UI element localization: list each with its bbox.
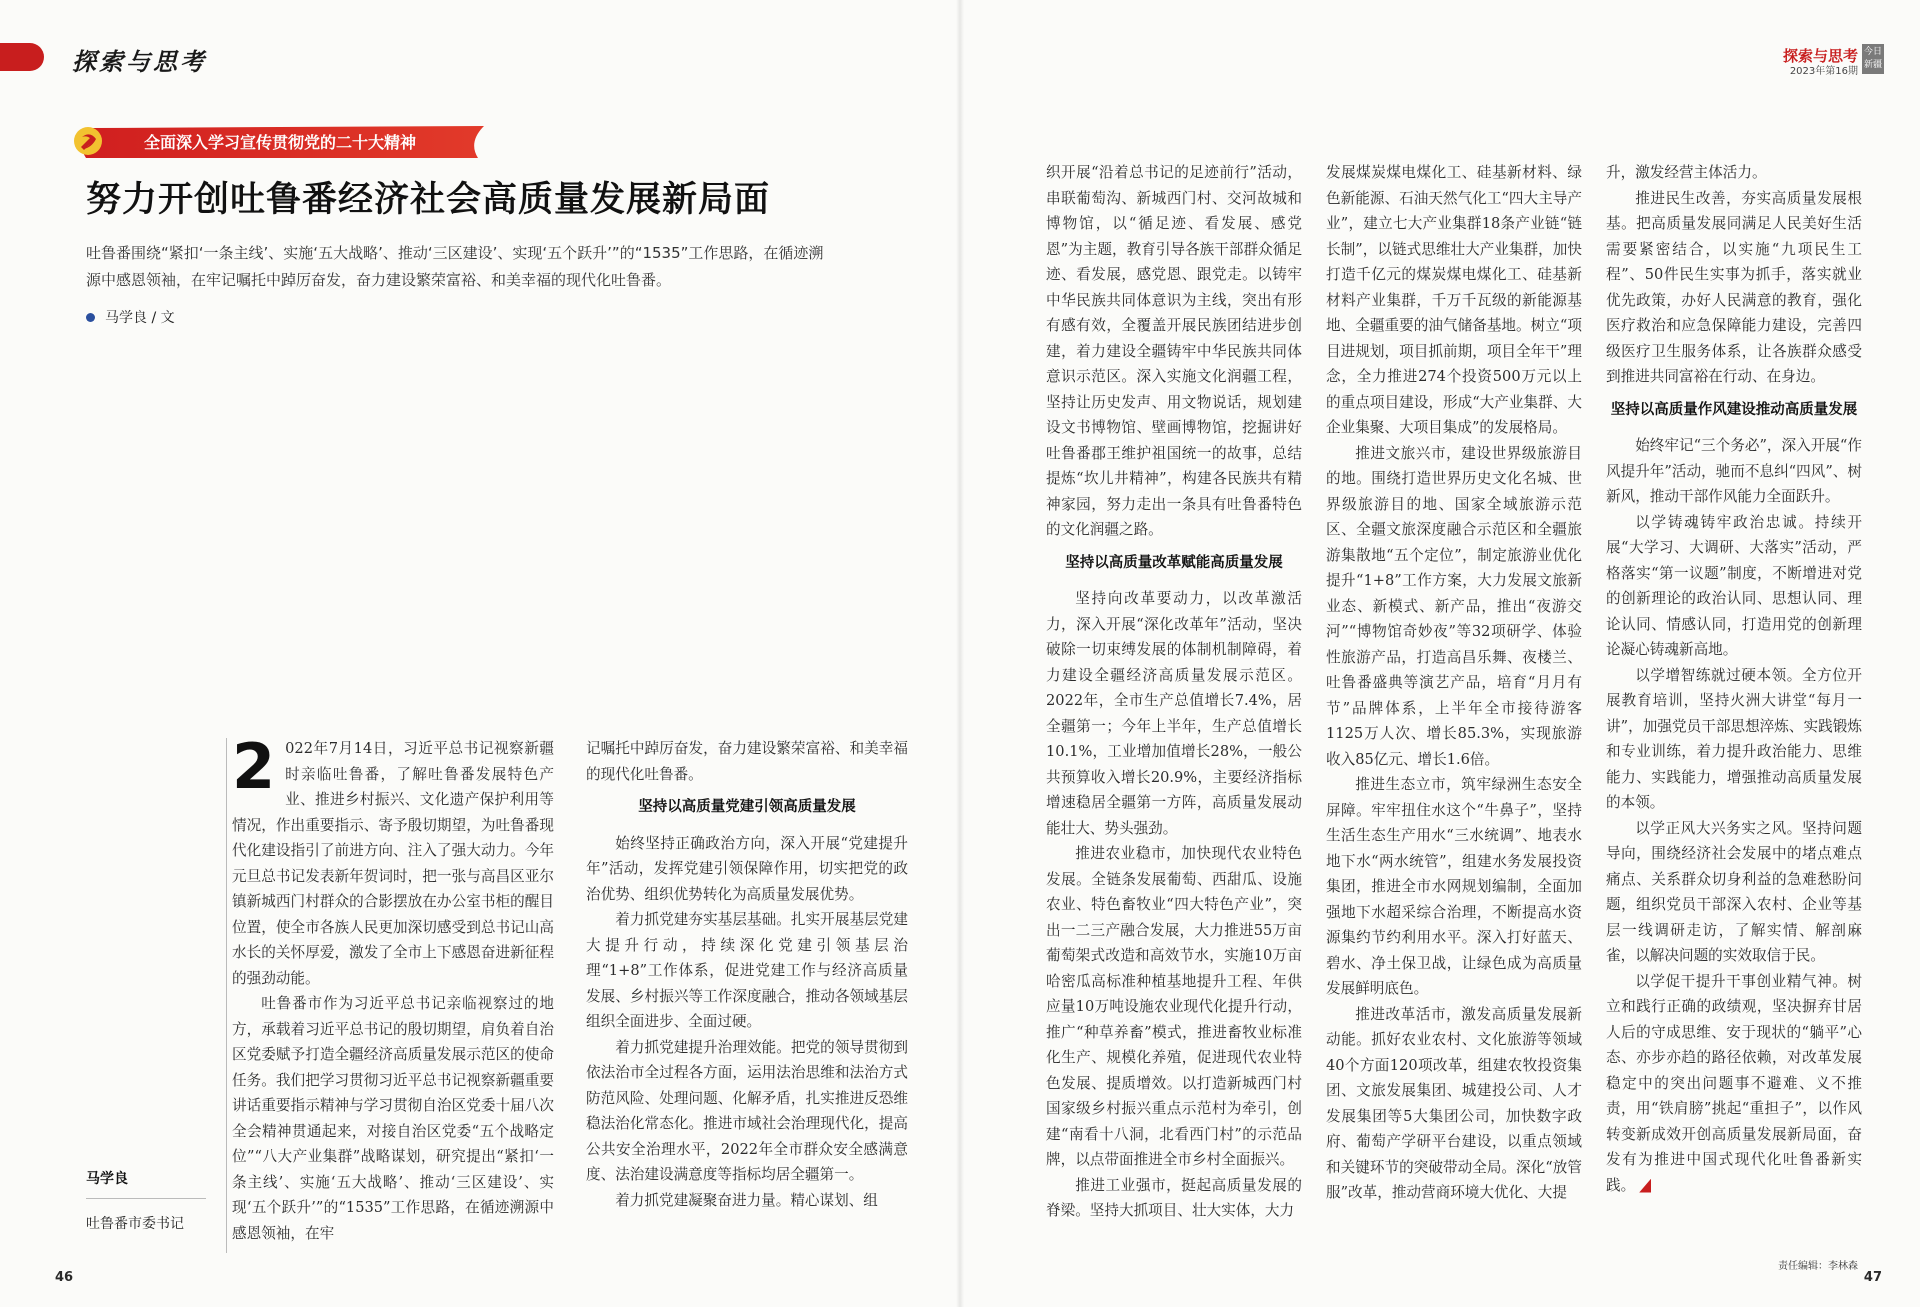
paragraph: 推进民生改善，夯实高质量发展根基。把高质量发展同满足人民美好生活需要紧密结合，以实施“九项民生工程”、50件民生实事为抓手，落实就业优先政策，办好人民满意的教育，强化医疗救治和应急保障能力建设，完善四级医疗卫生服务体系，让各族群众感受到推进共同富裕在行动、在身边。 — [1606, 189, 1862, 385]
paragraph: 以学铸魂铸牢政治忠诚。持续开展“大学习、大调研、大落实”活动，严格落实“第一议题”制度，不断增进对党的创新理论的政治认同、思想认同、理论认同、情感认同，打造用党的创新理论凝心铸魂新高地。 — [1606, 513, 1862, 658]
column-divider — [226, 738, 227, 1253]
paragraph: 2 022年7月14日，习近平总书记视察新疆时亲临吐鲁番，了解吐鲁番发展特色产业、推进乡村振兴、文化遗产保护利用等情况，作出重要指示、寄予殷切期望，为吐鲁番现代化建设指引了前进方向、注入了强大动力。今年元旦总书记发表新年贺词时，把一张与高昌区亚尔镇新城西门村群众的合影摆放在办公室书柜的醒目位置，使全市各族人民更加深切感受到总书记山高水长的关怀厚爱，激发了全市上下感恩奋进新征程的强劲动能。 — [232, 730, 554, 987]
body-column-3 — [1046, 160, 1302, 1224]
byline — [86, 307, 175, 327]
paragraph: 始终牢记“三个务必”，深入开展“作风提升年”活动，驰而不息纠“四风”、树新风，推动干部作风能力全面跃升。 — [1606, 437, 1862, 505]
magazine-badge: 今日新疆 — [1862, 44, 1884, 74]
page-gutter — [956, 0, 964, 1307]
paragraph: 着力抓党建凝聚奋进力量。精心谋划、组 — [615, 1191, 878, 1209]
header-red-tab — [0, 43, 44, 71]
section-heading: 坚持以高质量改革赋能高质量发展 — [1065, 554, 1283, 571]
body-column-4 — [1326, 160, 1582, 1206]
dropcap: 2 — [232, 730, 276, 803]
body-column-2 — [586, 736, 908, 1213]
theme-banner — [72, 125, 492, 159]
paragraph: 坚持向改革要动力，以改革激活力，深入开展“深化改革年”活动，坚决破除一切束缚发展的体制机制障碍，着力建设全疆经济高质量发展示范区。2022年，全市生产总值增长7.4%，居全疆第一；今年上半年，生产总值增长10.1%，工业增加值增长28%，一般公共预算收入增长20.9%，主要经济指标增速稳居全疆第一方阵，高质量发展动能壮大、势头强劲。 — [1046, 590, 1302, 837]
paragraph: 推进农业稳市，加快现代农业特色发展。全链条发展葡萄、西甜瓜、设施农业、特色畜牧业“四大特色产业”，突出一二三产融合发展，大力推进55万亩葡萄架式改造和高效节水，实施10万亩哈密瓜高标准种植基地提升工程、年供应量10万吨设施农业现代化提升行动，推广“种草养畜”模式，推进畜牧业标准化生产、规模化养殖，促进现代农业特色发展、提质增效。以打造新城西门村国家级乡村振兴重点示范村为牵引，创建“南看十八洞，北看西门村”的示范品牌，以点带面推进全市乡村全面振兴。 — [1046, 845, 1302, 1168]
page-number-left: 46 — [55, 1270, 74, 1285]
author-role: 吐鲁番市委书记 — [86, 1216, 184, 1232]
body-column-5 — [1606, 160, 1862, 1198]
page-number-right: 47 — [1863, 1270, 1882, 1285]
paragraph: 着力抓党建提升治理效能。把党的领导贯彻到依法治市全过程各方面，运用法治思维和法治方式防范风险、处理问题、化解矛盾，扎实推进反恐维稳法治化常态化。推进市域社会治理现代化，提高公共安全治理水平，2022年全市群众安全感满意度、法治建设满意度等指标均居全疆第一。 — [586, 1038, 908, 1183]
paragraph: 推进生态立市，筑牢绿洲生态安全屏障。牢牢扭住水这个“牛鼻子”，坚持生活生态生产用水“三水统调”、地表水地下水“两水统管”，组建水务发展投资集团，推进全市水网规划编制，全面加强地下水超采综合治理，不断提高水资源集约节约利用水平。深入打好蓝天、碧水、净土保卫战，让绿色成为高质量发展鲜明底色。 — [1326, 776, 1582, 997]
paragraph: 始终坚持正确政治方向，深入开展“党建提升年”活动，发挥党建引领保障作用，切实把党的政治优势、组织优势转化为高质量发展优势。 — [586, 834, 908, 903]
paragraph: 吐鲁番市作为习近平总书记亲临视察过的地方，承载着习近平总书记的殷切期望，肩负着自治区党委赋予打造全疆经济高质量发展示范区的使命任务。我们把学习贯彻习近平总书记视察新疆重要讲话重要指示精神与学习贯彻自治区党委十届八次全会精神贯通起来，对接自治区党委“五个战略定位”“八大产业集群”战略谋划，研究提出“紧扣‘一条主线’、实施‘五大战略’、推动‘三区建设’、实现‘五个跃升’”的“1535”工作思路，在循迹溯源中感恩领袖，在牢 — [232, 995, 554, 1242]
paragraph: 推进工业强市，挺起高质量发展的脊梁。坚持大抓项目、壮大实体，大力 — [1046, 1176, 1302, 1219]
paragraph: 织开展“沿着总书记的足迹前行”活动，串联葡萄沟、新城西门村、交河故城和博物馆，以“循足迹、看发展、感党恩”为主题，教育引导各族干部群众循足迹、看发展，感党恩、跟党走。以铸牢中华民族共同体意识为主线，突出有形有感有效，全覆盖开展民族团结进步创建，着力建设全疆铸牢中华民族共同体意识示范区。深入实施文化润疆工程，坚持让历史发声、用文物说话，规划建设文书博物馆、壁画博物馆，挖掘讲好吐鲁番郡王维护祖国统一的故事，总结提炼“坎儿井精神”，构建各民族共有精神家园，努力走出一条具有吐鲁番特色的文化润疆之路。 — [1046, 164, 1302, 538]
paragraph: 以学增智练就过硬本领。全方位开展教育培训，坚持火洲大讲堂“每月一讲”，加强党员干部思想淬炼、实践锻炼和专业训练，着力提升政治能力、思维能力、实践能力，增强推动高质量发展的本领。 — [1606, 666, 1862, 811]
section-header-right: 探索与思考 — [1782, 47, 1858, 65]
paragraph: 着力抓党建夯实基层基础。扎实开展基层党建大提升行动，持续深化党建引领基层治理“1+8”工作体系，促进党建工作与经济高质量发展、乡村振兴等工作深度融合，推动各领域基层组织全面进步、全面过硬。 — [586, 911, 908, 1030]
paragraph: 推进文旅兴市，建设世界级旅游目的地。围绕打造世界历史文化名城、世界级旅游目的地、国家全域旅游示范区、全疆文旅深度融合示范区和全疆旅游集散地“五个定位”，制定旅游业优化提升“1+8”工作方案，大力发展文旅新业态、新模式、新产品，推出“夜游交河”“博物馆奇妙夜”等32项研学、体验性旅游产品，打造高昌乐舞、夜楼兰、吐鲁番盛典等演艺产品，培育“月月有节”品牌体系，上半年全市接待游客1125万人次、增长85.3%，实现旅游收入85亿元、增长1.6倍。 — [1326, 444, 1582, 768]
body-column-1 — [232, 730, 554, 1246]
party-emblem-icon — [72, 125, 104, 157]
editor-credit: 责任编辑：李林森 — [1778, 1261, 1858, 1272]
byline-text: 马学良 / 文 — [105, 310, 175, 326]
section-header: 探索与思考 — [72, 47, 207, 76]
author-name: 马学良 — [86, 1168, 206, 1199]
end-mark-icon — [1639, 1179, 1651, 1193]
paragraph: 以学正风大兴务实之风。坚持问题导向，围绕经济社会发展中的堵点难点痛点、关系群众切身利益的急难愁盼问题，组织党员干部深入农村、企业等基层一线调研走访，了解实情、解剖麻雀，以解决问题的实效取信于民。 — [1606, 819, 1862, 964]
paragraph: 推进改革活市，激发高质量发展新动能。抓好农业农村、文化旅游等领域40个方面120项改革，组建农牧投资集团、文旅发展集团、城建投公司、人才发展集团等5大集团公司，加快数字政府、葡萄产学研平台建设，以重点领域和关键环节的突破带动全局。深化“放管服”改革，推动营商环境大优化、大提 — [1326, 1005, 1582, 1201]
banner-text: 全面深入学习宣传贯彻党的二十大精神 — [144, 133, 417, 152]
section-heading: 坚持以高质量党建引领高质量发展 — [638, 799, 856, 815]
article-title: 努力开创吐鲁番经济社会高质量发展新局面 — [86, 180, 771, 220]
byline-dot-icon — [86, 313, 95, 322]
section-heading: 坚持以高质量作风建设推动高质量发展 — [1610, 401, 1858, 418]
paragraph: 升，激发经营主体活力。 — [1606, 164, 1767, 181]
author-box — [86, 1168, 206, 1233]
paragraph: 以学促干提升干事创业精气神。树立和践行正确的政绩观，坚决摒弃甘居人后的守成思维、安于现状的“躺平”心态、亦步亦趋的路径依赖，对改革发展稳定中的突出问题事不避难、义不推责，用“铁肩膀”挑起“重担子”，以作风转变新成效开创高质量发展新局面，奋发有为推进中国式现代化吐鲁番新实践。 — [1606, 972, 1862, 1194]
paragraph: 记嘱托中踔厉奋发，奋力建设繁荣富裕、和美幸福的现代化吐鲁番。 — [586, 740, 908, 783]
issue-number: 2023年第16期 — [1789, 66, 1858, 77]
article-lead: 吐鲁番围绕“紧扣‘一条主线’、实施‘五大战略’、推动‘三区建设’、实现‘五个跃升’”的“1535”工作思路，在循迹溯源中感恩领袖，在牢记嘱托中踔厉奋发，奋力建设繁荣富裕、和美幸福的现代化吐鲁番。 — [86, 244, 824, 289]
paragraph: 发展煤炭煤电煤化工、硅基新材料、绿色新能源、石油天然气化工“四大主导产业”，建立七大产业集群18条产业链“链长制”，以链式思维壮大产业集群，加快打造千亿元的煤炭煤电煤化工、硅基新材料产业集群，千万千瓦级的新能源基地、全疆重要的油气储备基地。树立“项目进规划，项目抓前期，项目全年干”理念，全力推进274个投资500万元以上的重点项目建设，形成“大产业集群、大企业集聚、大项目集成”的发展格局。 — [1326, 164, 1582, 436]
